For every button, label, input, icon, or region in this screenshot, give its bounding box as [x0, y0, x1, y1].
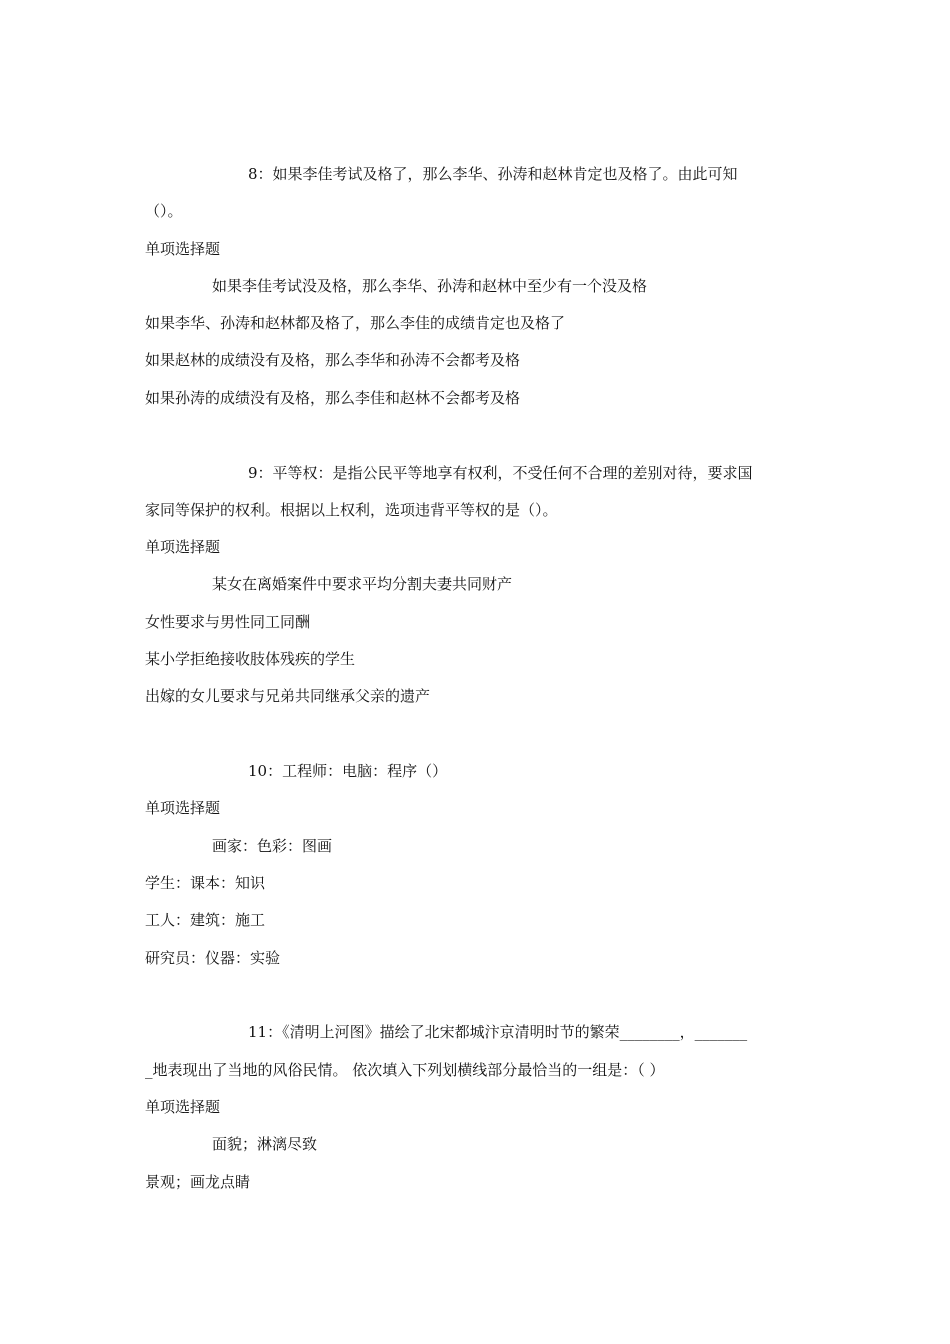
question-stem-continued: 家同等保护的权利。根据以上权利，选项违背平等权的是（）。: [145, 501, 558, 519]
option-a[interactable]: 如果李佳考试没及格，那么李华、孙涛和赵林中至少有一个没及格: [212, 277, 648, 295]
option-b[interactable]: 如果李华、孙涛和赵林都及格了，那么李佳的成绩肯定也及格了: [145, 314, 566, 332]
option-b[interactable]: 女性要求与男性同工同酬: [145, 613, 311, 631]
option-b[interactable]: 学生：课本：知识: [145, 874, 266, 892]
question-stem: 9：平等权：是指公民平等地享有权利，不受任何不合理的差别对待，要求国: [248, 464, 753, 482]
option-a[interactable]: 画家：色彩：图画: [212, 837, 333, 855]
option-d[interactable]: 研究员：仪器：实验: [145, 949, 281, 967]
question-stem: 11：《清明上河图》描绘了北宋都城汴京清明时节的繁荣________，_______: [248, 1023, 748, 1041]
question-type: 单项选择题: [145, 799, 221, 817]
option-a[interactable]: 面貌；淋漓尽致: [212, 1135, 318, 1153]
option-a[interactable]: 某女在离婚案件中要求平均分割夫妻共同财产: [212, 575, 513, 593]
question-type: 单项选择题: [145, 538, 221, 556]
question-type: 单项选择题: [145, 1098, 221, 1116]
question-stem: 10：工程师：电脑：程序（）: [248, 762, 448, 780]
option-c[interactable]: 工人：建筑：施工: [145, 911, 266, 929]
option-d[interactable]: 出嫁的女儿要求与兄弟共同继承父亲的遗产: [145, 687, 431, 705]
option-c[interactable]: 某小学拒绝接收肢体残疾的学生: [145, 650, 356, 668]
option-d[interactable]: 如果孙涛的成绩没有及格，那么李佳和赵林不会都考及格: [145, 389, 521, 407]
option-c[interactable]: 如果赵林的成绩没有及格，那么李华和孙涛不会都考及格: [145, 351, 521, 369]
option-b[interactable]: 景观；画龙点睛: [145, 1173, 251, 1191]
question-type: 单项选择题: [145, 240, 221, 258]
question-stem: 8：如果李佳考试及格了，那么李华、孙涛和赵林肯定也及格了。由此可知: [248, 165, 738, 183]
question-stem-continued: （）。: [145, 202, 183, 220]
question-stem-continued: _地表现出了当地的风俗民情。 依次填入下列划横线部分最恰当的一组是：（ ）: [145, 1061, 665, 1079]
